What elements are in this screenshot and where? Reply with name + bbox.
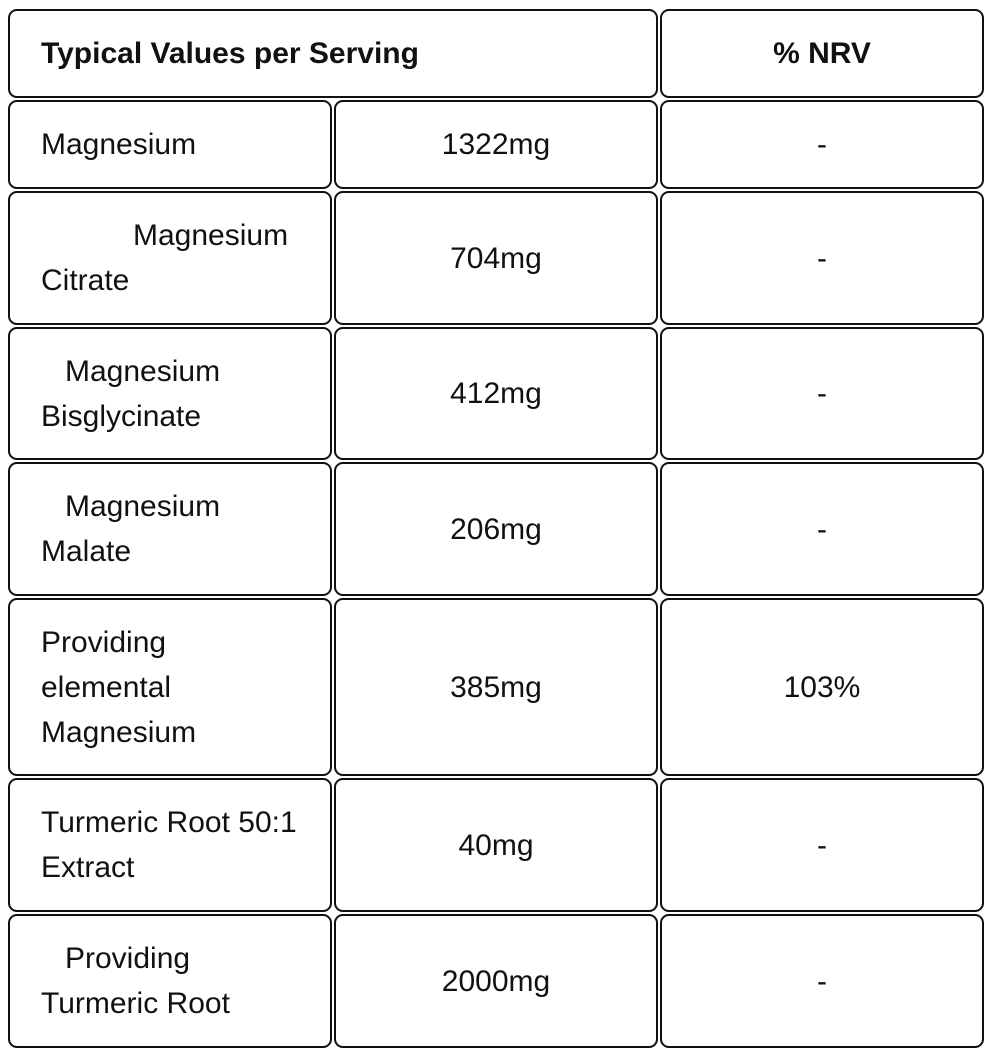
- ingredient-amount: 206mg: [450, 512, 542, 546]
- ingredient-name: Providing Turmeric Root: [41, 942, 230, 1020]
- ingredient-nrv: -: [817, 377, 827, 410]
- row-amount-cell: [334, 100, 658, 189]
- row-nrv-cell: [660, 778, 984, 912]
- row-nrv-cell: [660, 914, 984, 1048]
- row-nrv-cell: [660, 100, 984, 189]
- ingredient-nrv: -: [817, 828, 827, 862]
- header-title-cell: [8, 9, 658, 98]
- row-name-cell: [8, 914, 332, 1048]
- row-nrv-cell: [660, 598, 984, 776]
- row-amount-cell: [334, 778, 658, 912]
- row-amount-cell: [334, 914, 658, 1048]
- header-nrv-cell: [660, 9, 984, 98]
- ingredient-name: Magnesium Malate: [41, 490, 221, 568]
- header-nrv: % NRV: [773, 37, 871, 70]
- ingredient-name: Magnesium Citrate: [41, 219, 289, 297]
- row-nrv-cell: [660, 462, 984, 596]
- header-title: Typical Values per Serving: [41, 37, 419, 70]
- row-name-cell: [8, 100, 332, 189]
- row-amount-cell: [334, 191, 658, 325]
- ingredient-nrv: -: [817, 128, 827, 161]
- ingredient-amount: 704mg: [450, 241, 542, 275]
- row-name-cell: [8, 462, 332, 596]
- ingredient-name: Providing elemental Magnesium: [41, 625, 197, 749]
- ingredient-amount: 385mg: [450, 670, 542, 704]
- row-amount-cell: [334, 462, 658, 596]
- ingredient-name: Magnesium: [41, 128, 197, 161]
- row-name-cell: [8, 598, 332, 776]
- row-nrv-cell: [660, 327, 984, 460]
- row-name-cell: [8, 191, 332, 325]
- ingredient-name: Turmeric Root 50:1 Extract: [41, 806, 297, 884]
- ingredient-amount: 412mg: [450, 377, 542, 410]
- row-name-cell: [8, 327, 332, 460]
- row-amount-cell: [334, 327, 658, 460]
- row-nrv-cell: [660, 191, 984, 325]
- ingredient-amount: 1322mg: [441, 128, 551, 161]
- ingredient-nrv: -: [817, 512, 827, 546]
- row-name-cell: [8, 778, 332, 912]
- ingredient-name: Magnesium Bisglycinate: [41, 354, 221, 433]
- ingredient-nrv: -: [817, 964, 827, 998]
- ingredient-amount: 40mg: [458, 828, 534, 862]
- ingredient-nrv: -: [817, 241, 827, 275]
- ingredient-nrv: 103%: [783, 670, 861, 704]
- row-amount-cell: [334, 598, 658, 776]
- ingredient-amount: 2000mg: [441, 964, 551, 998]
